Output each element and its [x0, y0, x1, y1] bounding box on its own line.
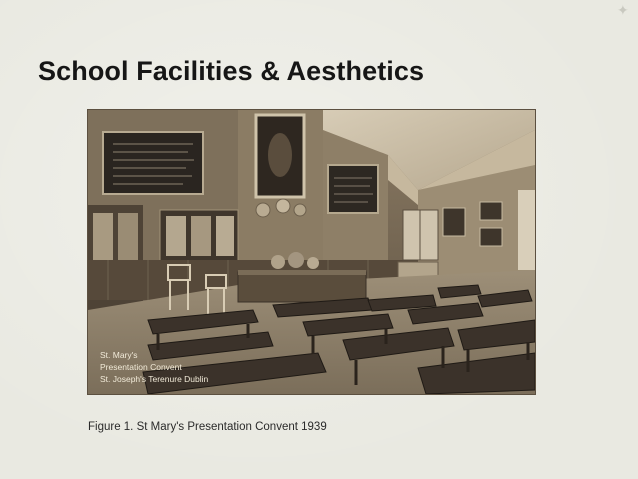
classroom-photo [88, 110, 535, 394]
photo-overlay-line: St. Mary's [100, 350, 138, 360]
photo-overlay-line: St. Joseph's Terenure Dublin [100, 374, 209, 384]
sparkle-icon: ✦ [617, 3, 629, 19]
figure-caption: Figure 1. St Mary's Presentation Convent 1939 [88, 421, 327, 433]
photo-overlay-line: Presentation Convent [100, 362, 182, 372]
classroom-photo-drawing [88, 110, 535, 394]
slide-title: School Facilities & Aesthetics [38, 56, 425, 86]
